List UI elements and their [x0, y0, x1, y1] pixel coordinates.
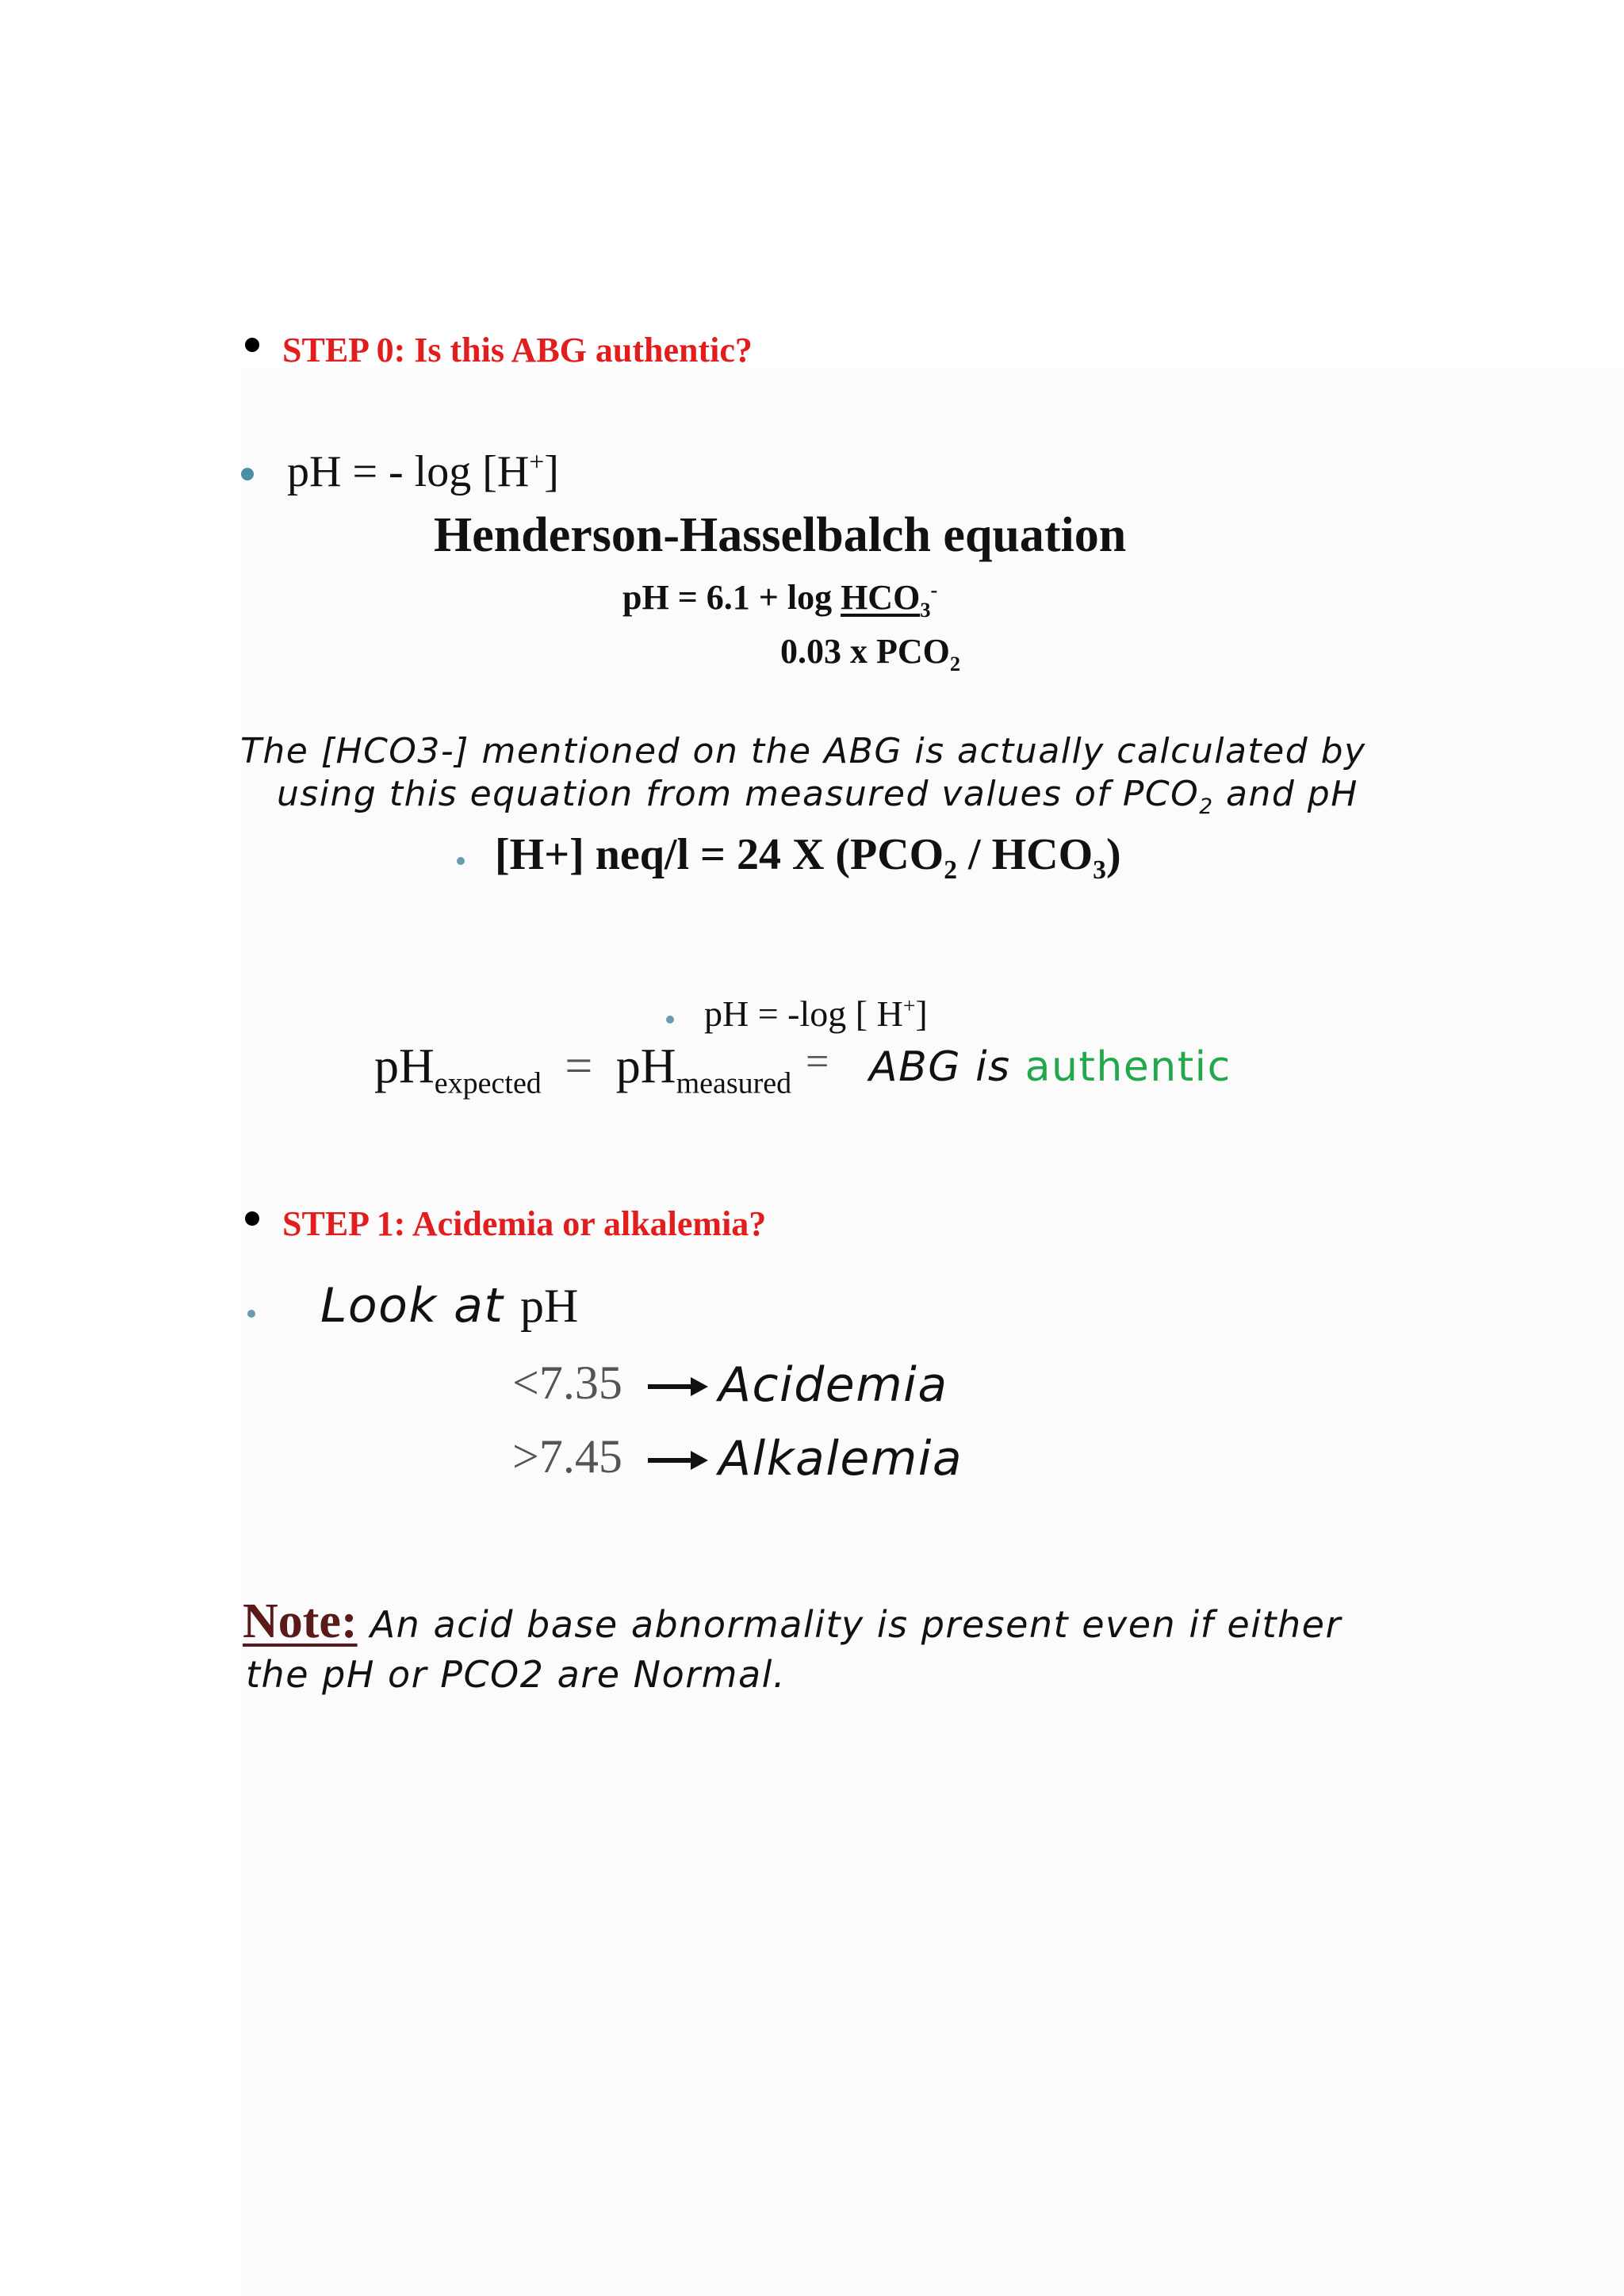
hh-denominator: 0.03 x $PCO_2$: [780, 632, 961, 675]
arrow-right-icon: [646, 1375, 710, 1399]
note-line2: the pH or PCO2 are Normal.: [246, 1653, 787, 1696]
hco3-note-line1: The [HCO3-] mentioned on the ABG is actually calculated by: [240, 731, 1366, 771]
arrow-right-icon: [646, 1448, 710, 1472]
hco3-note-line2: using this equation from measured values of $PCO_2$ and pH: [277, 774, 1358, 819]
acidemia-label: Acidemia: [718, 1357, 948, 1413]
authentic-word: authentic: [1025, 1043, 1231, 1091]
bullet-icon: [457, 857, 465, 865]
look-at-ph: Look at pH: [320, 1278, 579, 1334]
ph-log-formula: pH = -log [ H+]: [704, 993, 928, 1034]
bullet-icon: [245, 1211, 259, 1226]
alkalemia-label: Alkalemia: [718, 1431, 963, 1487]
abg-authentic: ABG is authentic: [869, 1043, 1231, 1091]
h-ion-formula: [H+] neq/l = 24 X $(PCO_2 / HCO_3)$: [495, 830, 1121, 886]
hh-formula: pH = $6.1 + \log HCO_3^-$: [622, 577, 938, 622]
authentic-equation: $pH_{expected} = pH_{measured}$: [374, 1039, 792, 1100]
acidemia-threshold: <7.35: [512, 1357, 622, 1409]
bullet-icon: [245, 338, 259, 352]
hh-title: Henderson-Hasselbalch equation: [434, 508, 1127, 562]
ph-definition: pH = - log [H+]: [287, 447, 559, 496]
equals-sign: =: [806, 1039, 829, 1085]
step0-heading: STEP 0: Is this ABG authentic?: [282, 331, 753, 369]
bullet-icon: [666, 1016, 674, 1024]
step1-heading: STEP 1: Acidemia or alkalemia?: [282, 1204, 767, 1243]
note-line1: Note: An acid base abnormality is present even if either: [243, 1594, 1342, 1648]
note-label: Note:: [243, 1594, 358, 1648]
alkalemia-threshold: >7.45: [512, 1430, 622, 1483]
bullet-icon: [247, 1310, 255, 1318]
bullet-icon: [241, 468, 254, 480]
